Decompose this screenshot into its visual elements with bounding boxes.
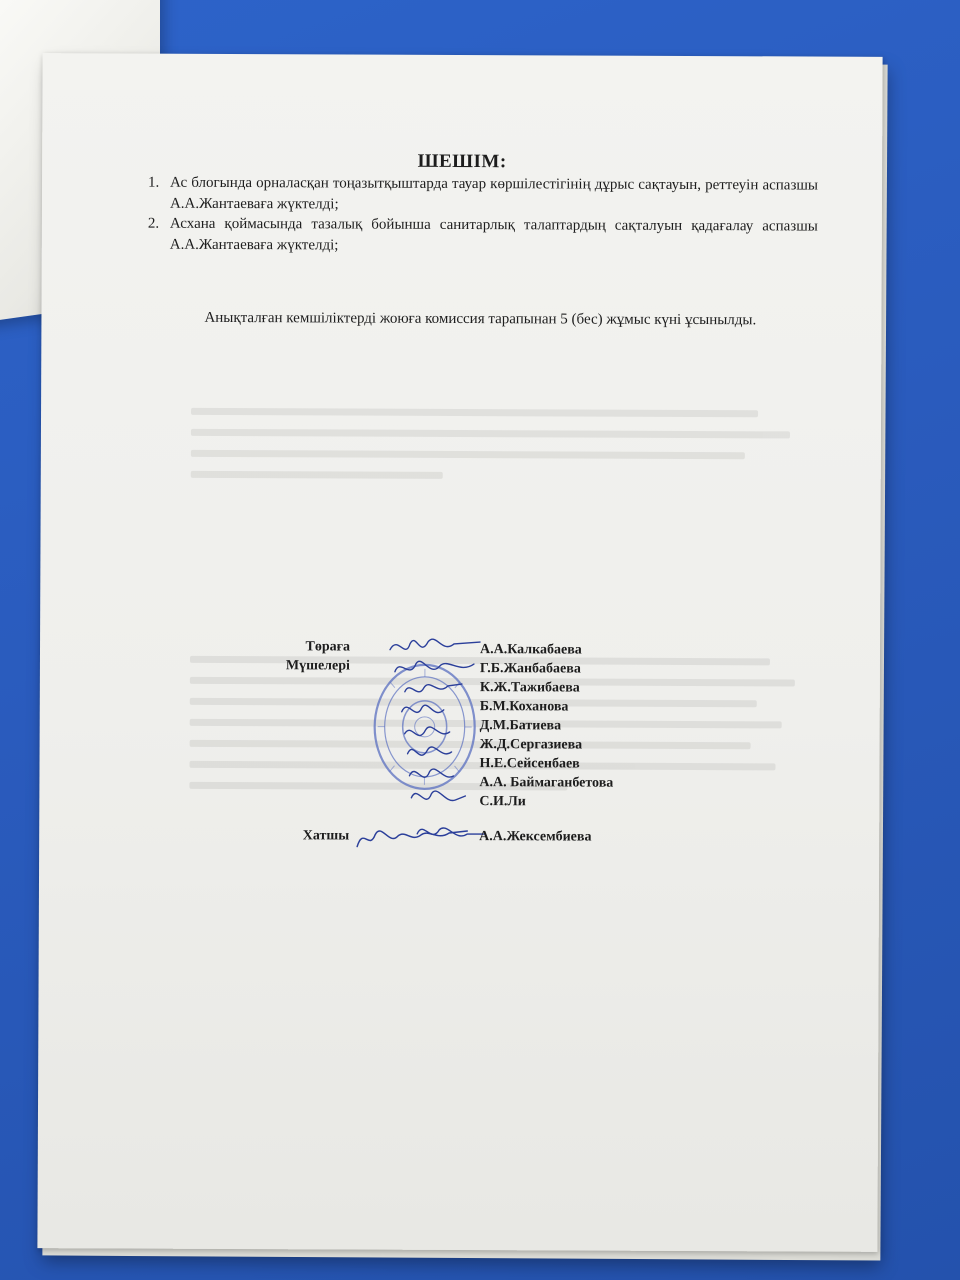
secretary-name: А.А.Жексембиева — [479, 829, 592, 845]
member-name: Ж.Д.Сергазиева — [479, 737, 583, 753]
item-number: 1. — [148, 174, 160, 191]
member-name: Н.Е.Сейсенбаев — [479, 756, 580, 772]
item-text: Ас блогында орналасқан тоңазытқыштарда тауар көршілестігінің дұрыс сақтауын, реттеуін аспазшы А.А.Жантаеваға жүктелді; — [169, 174, 819, 213]
member-name: Б.М.Коханова — [479, 699, 569, 715]
member-name: А.А.Калкабаева — [479, 642, 582, 658]
member-name: Г.Б.Жанбабаева — [479, 661, 581, 677]
member-name: А.А. Баймаганбетова — [479, 775, 614, 791]
item-text: Асхана қоймасында тазалық бойынша санитарлық талаптардың сақталуын қадағалау аспазшы А.А.Жантаеваға жүктелді; — [169, 215, 818, 254]
members-label: Мүшелері — [285, 658, 350, 674]
item-number: 2. — [147, 215, 160, 232]
member-name: Д.М.Батиева — [479, 718, 562, 734]
document-page — [37, 53, 882, 1252]
decision-item-1 — [148, 173, 819, 218]
member-names-list — [479, 640, 614, 812]
remark-paragraph: Анықталған кемшіліктерді жоюға комиссия тарапынан 5 (бес) жұмыс күні ұсынылды. — [204, 309, 757, 329]
secretary-label: Хатшы — [302, 828, 350, 844]
page-title: ШЕШІМ: — [417, 150, 507, 173]
chair-label: Төраға — [305, 639, 351, 655]
secretary-signature — [349, 817, 469, 858]
member-name: С.И.Ли — [479, 794, 526, 810]
decision-item-2 — [147, 214, 818, 259]
member-name: К.Ж.Тажибаева — [479, 680, 580, 696]
